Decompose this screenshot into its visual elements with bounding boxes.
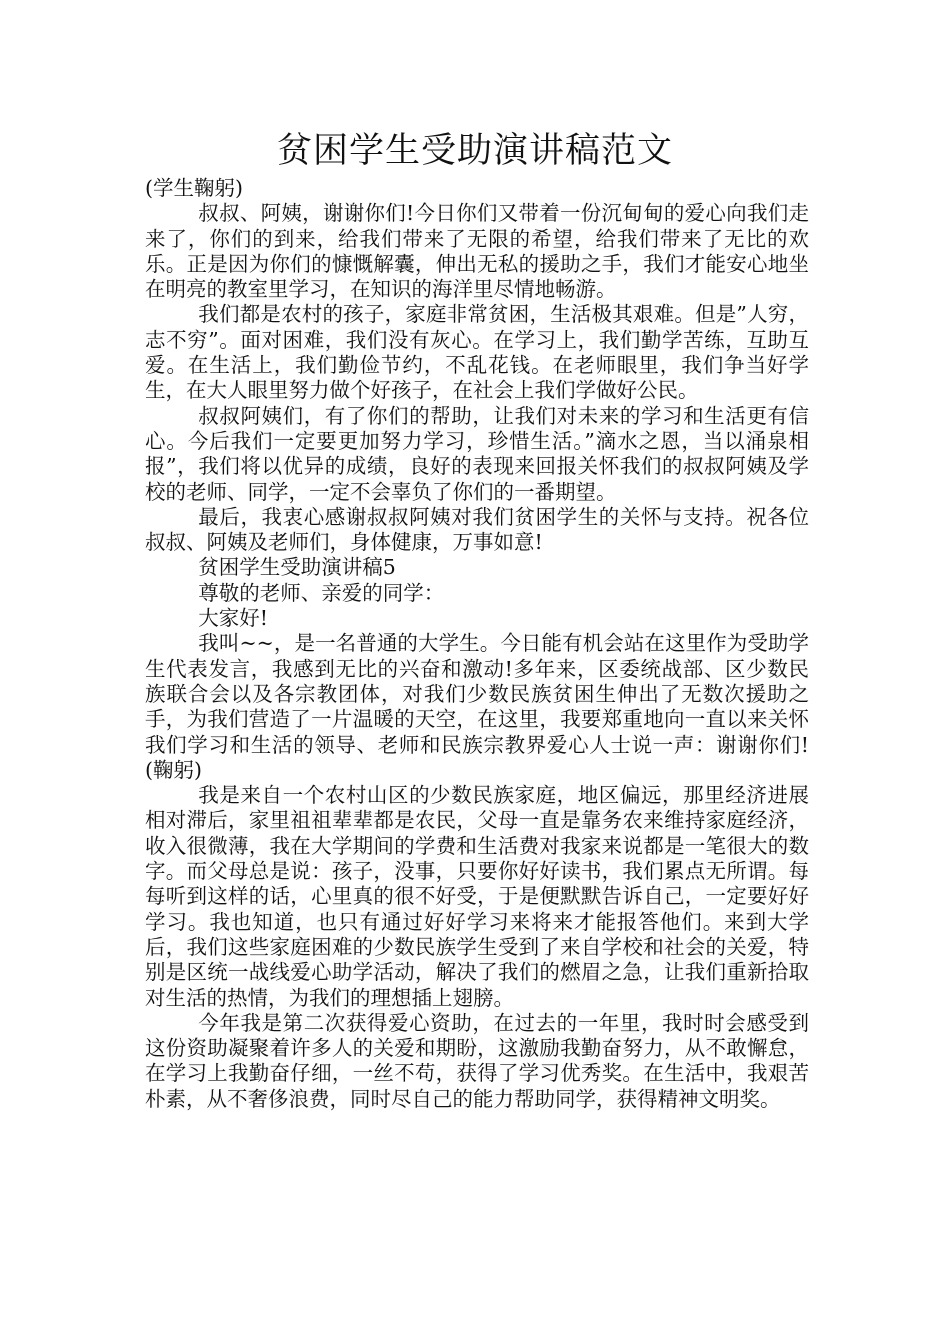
paragraph: (学生鞠躬): [145, 176, 243, 200]
paragraph: 叔叔阿姨们，有了你们的帮助，让我们对未来的学习和生活更有信心。今后我们一定要更加努力学习，珍惜生活。”滴水之恩，当以涌泉相报”，我们将以优异的成绩，良好的表现来回报关怀我们的叔叔阿姨及学校的老师、同学，一定不会辜负了你们的一番期望。: [145, 403, 809, 504]
paragraph: 贫困学生受助演讲稿5: [198, 555, 396, 580]
document-title: 贫困学生受助演讲稿范文: [276, 131, 673, 171]
paragraph: 最后，我衷心感谢叔叔阿姨对我们贫困学生的关怀与支持。祝各位叔叔、阿姨及老师们，身体健康，万事如意!: [145, 504, 809, 555]
paragraph: 我叫~~，是一名普通的大学生。今日能有机会站在这里作为受助学生代表发言，我感到无比的兴奋和激动!多年来，区委统战部、区少数民族联合会以及各宗教团体，对我们少数民族贫困生伸出了无数次援助之手，为我们营造了一片温暖的天空，在这里，我要郑重地向一直以来关怀我们学习和生活的领导、老师和民族宗教界爱心人士说一声：谢谢你们!(鞠躬): [145, 631, 809, 782]
paragraph: 尊敬的老师、亲爱的同学：: [198, 580, 445, 605]
paragraph: 我们都是农村的孩子，家庭非常贫困，生活极其艰难。但是”人穷，志不穷”。面对困难，我们没有灰心。在学习上，我们勤学苦练，互助互爱。在生活上，我们勤俭节约，不乱花钱。在老师眼里，我们争当好学生，在大人眼里努力做个好孩子，在社会上我们学做好公民。: [145, 302, 809, 403]
paragraph: 今年我是第二次获得爱心资助，在过去的一年里，我时时会感受到这份资助凝聚着许多人的关爱和期盼，这激励我勤奋努力，从不敢懈怠，在学习上我勤奋仔细，一丝不苟，获得了学习优秀奖。在生活中，我艰苦朴素，从不奢侈浪费，同时尽自己的能力帮助同学，获得精神文明奖。: [145, 1010, 809, 1111]
paragraph: 我是来自一个农村山区的少数民族家庭，地区偏远，那里经济进展相对滞后，家里祖祖辈辈都是农民，父母一直是靠务农来维持家庭经济，收入很微薄，我在大学期间的学费和生活费对我家来说都是一笔很大的数字。而父母总是说：孩子，没事，只要你好好读书，我们累点无所谓。每每听到这样的话，心里真的很不好受，于是便默默告诉自己，一定要好好学习。我也知道，也只有通过好好学习来将来才能报答他们。来到大学后，我们这些家庭困难的少数民族学生受到了来自学校和社会的关爱，特别是区统一战线爱心助学活动，解决了我们的燃眉之急，让我们重新拾取对生活的热情，为我们的理想插上翅膀。: [145, 783, 809, 1010]
document-body: [145, 176, 809, 1112]
paragraph: 大家好!: [198, 606, 269, 631]
paragraph: 叔叔、阿姨，谢谢你们!今日你们又带着一份沉甸甸的爱心向我们走来了，你们的到来，给我们带来了无限的希望，给我们带来了无比的欢乐。正是因为你们的慷慨解囊，伸出无私的援助之手，我们才能安心地坐在明亮的教室里学习，在知识的海洋里尽情地畅游。: [145, 201, 809, 302]
